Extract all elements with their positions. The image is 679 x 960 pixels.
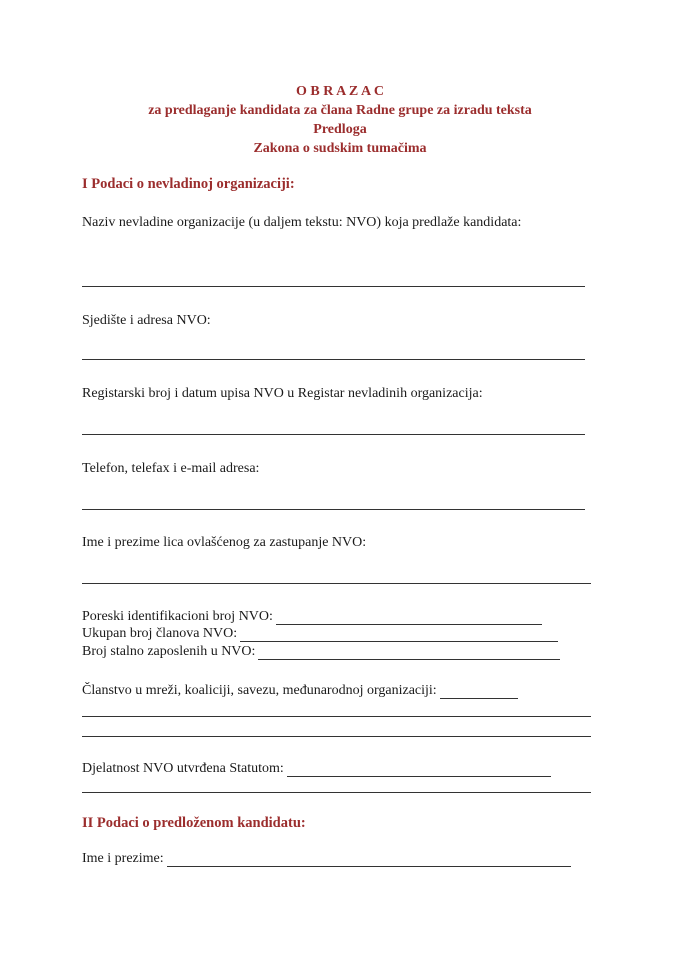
pib-row — [82, 608, 542, 625]
form-subtitle-line-3: Zakona o sudskim tumačima — [253, 141, 427, 156]
zaposleni-input-line[interactable] — [258, 646, 560, 660]
section-2-heading: II Podaci o predloženom kandidatu: — [82, 815, 306, 831]
ime-prezime-input-line[interactable] — [167, 853, 571, 867]
registarski-input-line[interactable] — [82, 434, 585, 435]
telefon-input-line[interactable] — [82, 509, 585, 510]
naziv-label: Naziv nevladine organizacije (u daljem tekstu: NVO) koja predlaže kandidata: — [82, 215, 522, 230]
djelatnost-label: Djelatnost NVO utvrđena Statutom: — [82, 761, 284, 776]
djelatnost-input-line-2[interactable] — [82, 792, 591, 793]
ovlasceno-lice-input-line[interactable] — [82, 583, 591, 584]
djelatnost-input-line-1[interactable] — [287, 763, 551, 777]
clanstvo-input-line-2[interactable] — [82, 716, 591, 717]
djelatnost-row — [82, 760, 551, 777]
form-subtitle-line-1: za predlaganje kandidata za člana Radne grupe za izradu teksta — [148, 103, 532, 118]
naziv-input-line[interactable] — [82, 286, 585, 287]
pib-label: Poreski identifikacioni broj NVO: — [82, 609, 273, 624]
clanstvo-input-line-1[interactable] — [440, 685, 518, 699]
ime-prezime-label: Ime i prezime: — [82, 851, 164, 866]
zaposleni-label: Broj stalno zaposlenih u NVO: — [82, 644, 256, 659]
form-title: O B R A Z A C — [296, 84, 384, 99]
clanovi-input-line[interactable] — [240, 628, 558, 642]
clanstvo-row — [82, 682, 518, 699]
sjediste-label: Sjedište i adresa NVO: — [82, 313, 211, 328]
zaposleni-row — [82, 643, 560, 660]
form-title-block — [80, 82, 600, 158]
ovlasceno-lice-label: Ime i prezime lica ovlašćenog za zastupanje NVO: — [82, 535, 367, 550]
clanovi-label: Ukupan broj članova NVO: — [82, 626, 238, 641]
pib-input-line[interactable] — [276, 611, 542, 625]
registarski-label: Registarski broj i datum upisa NVO u Registar nevladinih organizacija: — [82, 386, 483, 401]
clanstvo-input-line-3[interactable] — [82, 736, 591, 737]
ime-prezime-row — [82, 850, 571, 867]
clanstvo-label: Članstvo u mreži, koaliciji, savezu, međunarodnoj organizaciji: — [82, 683, 437, 698]
sjediste-input-line[interactable] — [82, 359, 585, 360]
telefon-label: Telefon, telefax i e-mail adresa: — [82, 461, 260, 476]
form-subtitle-line-2: Predloga — [313, 122, 367, 137]
section-1-heading: I Podaci o nevladinoj organizaciji: — [82, 176, 295, 192]
clanovi-row — [82, 625, 558, 642]
